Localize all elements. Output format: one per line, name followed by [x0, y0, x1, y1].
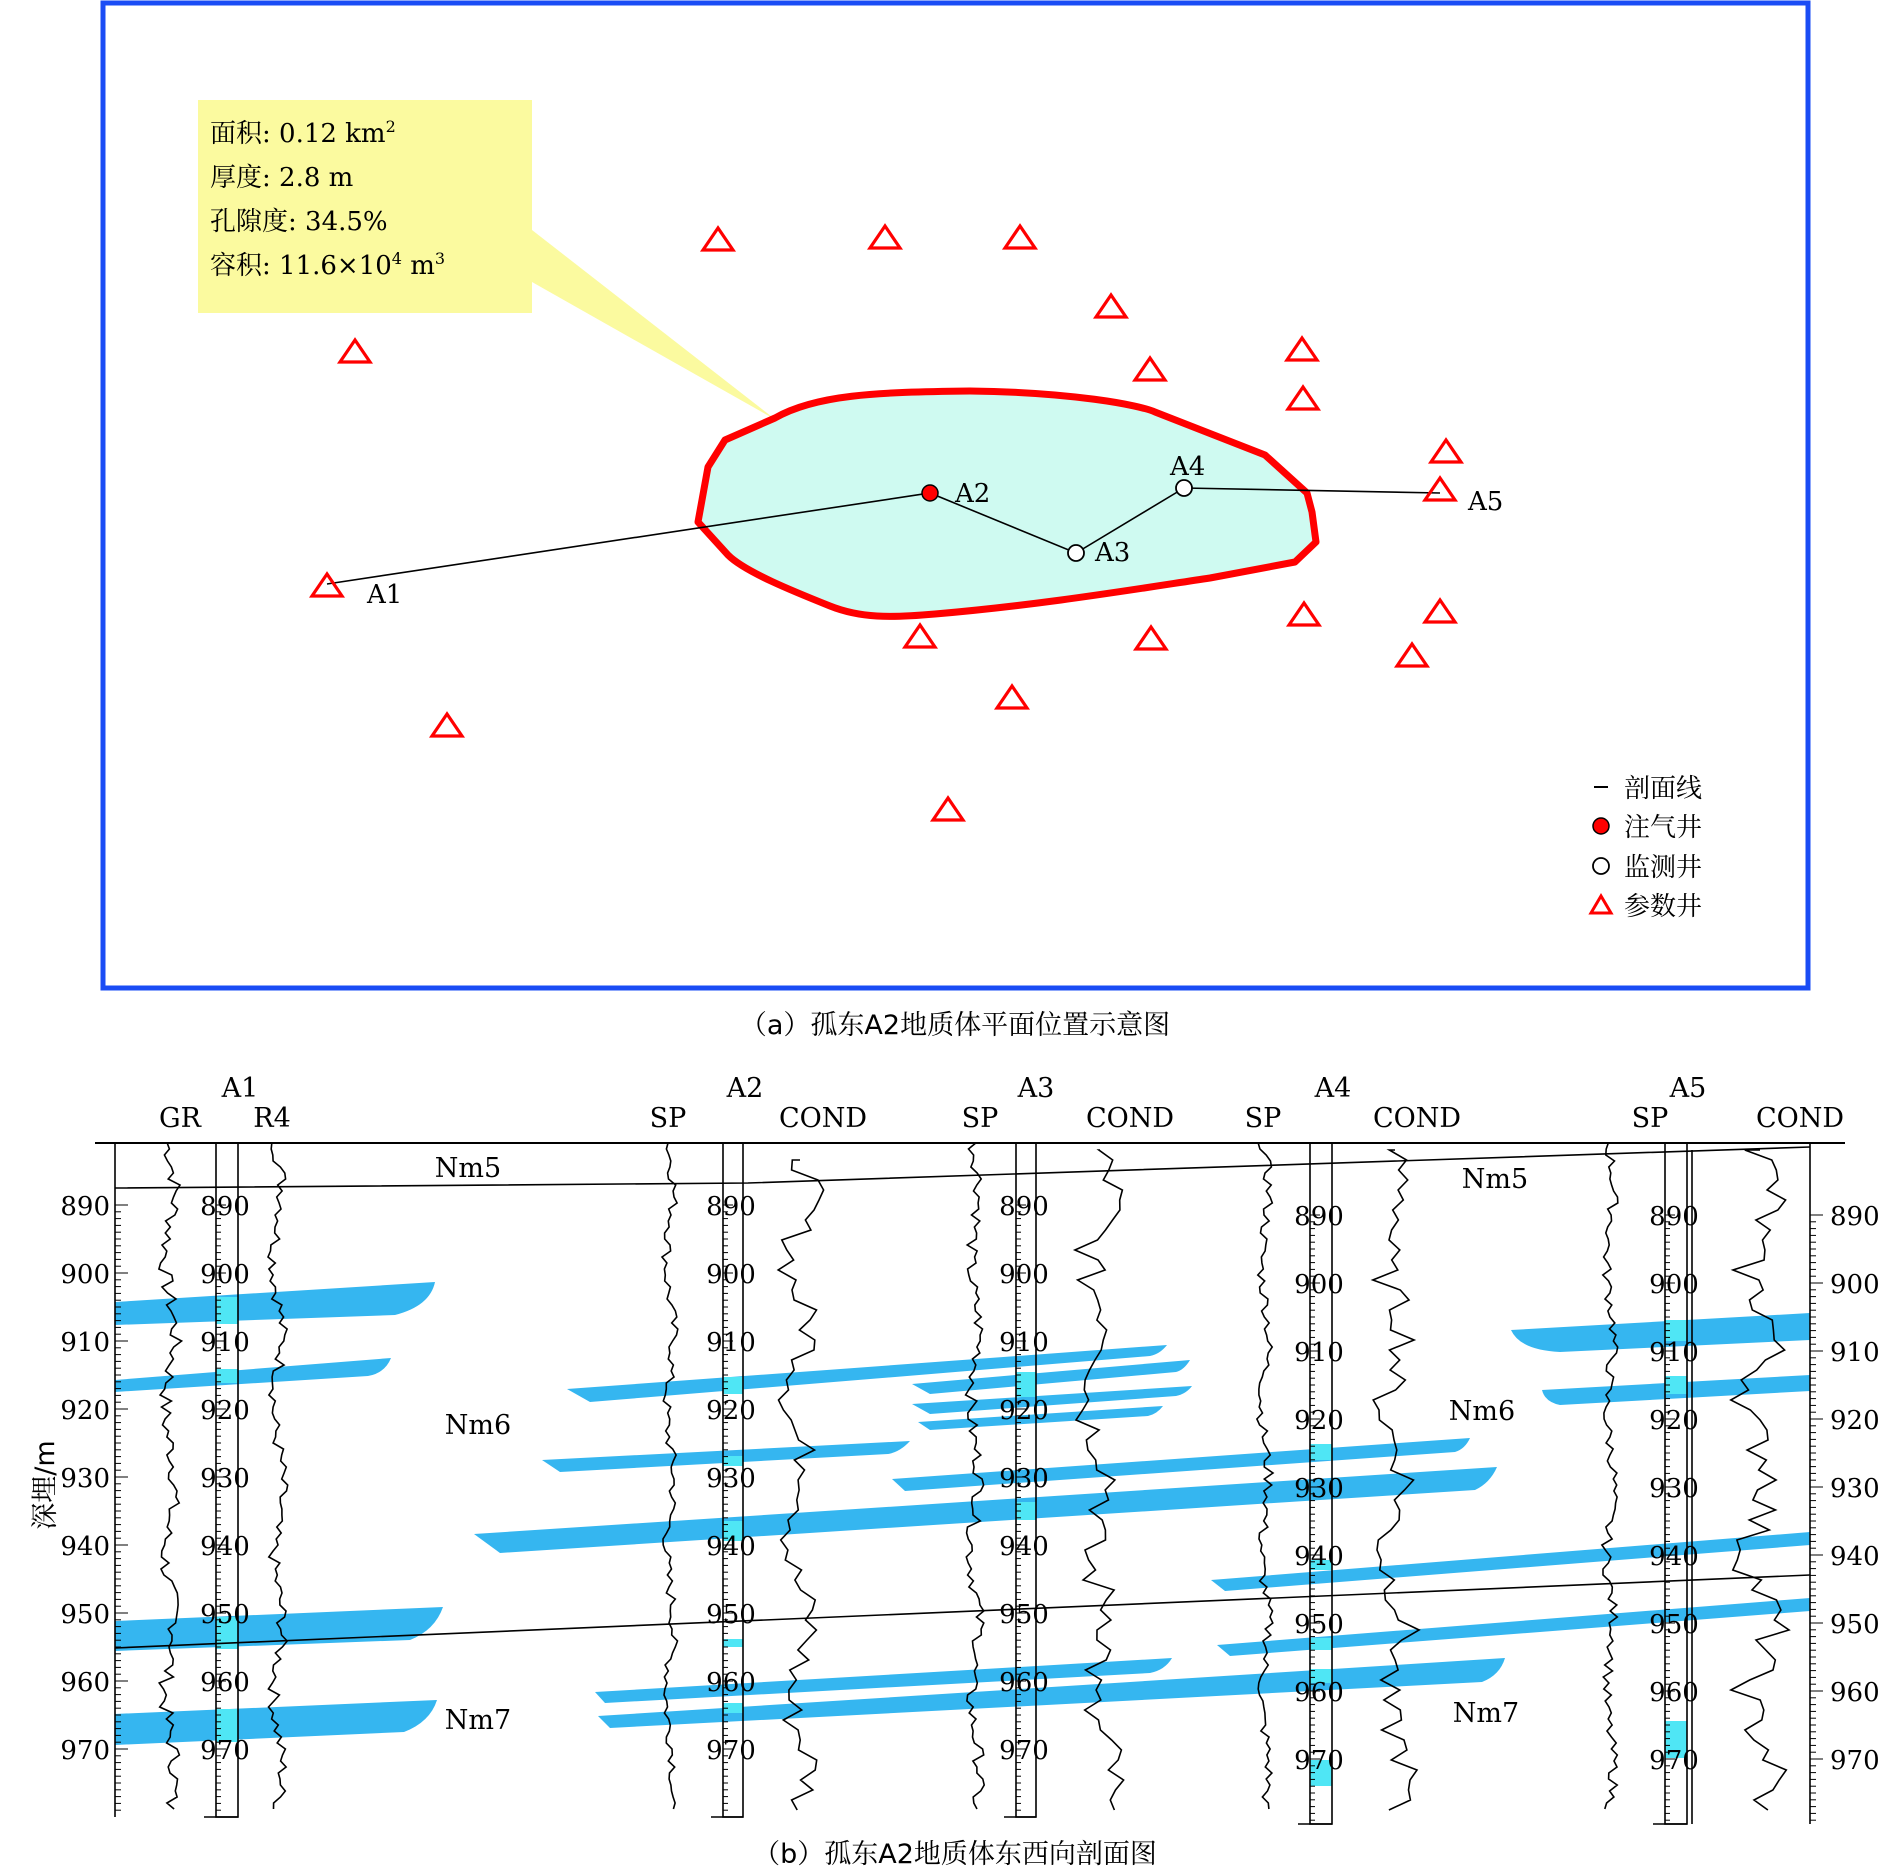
depth-tick-label: 950	[60, 1600, 110, 1630]
legend-injection-icon	[1593, 818, 1609, 834]
depth-tick-label: 890	[1649, 1202, 1699, 1232]
plan-view-panel	[103, 3, 1808, 1041]
depth-tick-label: 960	[200, 1668, 250, 1698]
depth-tick-label: 910	[706, 1328, 756, 1358]
log-header-cond: COND	[1372, 1103, 1462, 1134]
depth-tick-label: 930	[999, 1464, 1049, 1494]
boundary-nm5-nm6	[115, 1147, 1810, 1188]
depth-tick-label: 940	[1830, 1542, 1880, 1572]
depth-tick-label: 940	[706, 1532, 756, 1562]
cond-log-curve	[1731, 1150, 1789, 1810]
depth-tick-label: 960	[1294, 1678, 1344, 1708]
depth-tick-label: 970	[200, 1736, 250, 1766]
log-header-sp: SP	[1631, 1103, 1669, 1134]
depth-tick-label: 920	[60, 1396, 110, 1426]
depth-tick-label: 900	[706, 1260, 756, 1290]
depth-tick-label: 950	[1294, 1610, 1344, 1640]
formation-label-nm5: Nm5	[434, 1153, 502, 1184]
sand-body	[115, 1607, 443, 1651]
legend-parameter-well: 参数井	[1624, 892, 1703, 922]
well-header-a4: A4	[1314, 1073, 1352, 1104]
formation-label-nm7: Nm7	[444, 1705, 512, 1736]
depth-tick-label: 900	[1830, 1270, 1880, 1300]
depth-tick-label: 890	[60, 1192, 110, 1222]
depth-tick-label: 930	[1649, 1474, 1699, 1504]
formation-label-nm5: Nm5	[1461, 1164, 1529, 1195]
depth-tick-label: 970	[1294, 1746, 1344, 1776]
cond-log-curve	[1075, 1150, 1124, 1810]
depth-tick-label: 920	[1830, 1406, 1880, 1436]
depth-tick-label: 900	[1294, 1270, 1344, 1300]
sand-core	[723, 1377, 743, 1394]
depth-tick-label: 970	[1649, 1746, 1699, 1776]
well-label-a3: A3	[1095, 538, 1131, 568]
depth-tick-label: 910	[60, 1328, 110, 1358]
info-porosity: 孔隙度: 34.5%	[210, 207, 388, 237]
sand-core	[216, 1369, 238, 1383]
legend-section-line: 剖面线	[1624, 774, 1703, 804]
depth-tick-label: 910	[1649, 1338, 1699, 1368]
depth-tick-label: 900	[200, 1260, 250, 1290]
well-label-a1: A1	[367, 580, 403, 610]
depth-tick-label: 940	[60, 1532, 110, 1562]
sand-bodies	[115, 1282, 1810, 1745]
depth-tick-label: 940	[1294, 1542, 1344, 1572]
depth-tick-label: 950	[1649, 1610, 1699, 1640]
log-header-sp: SP	[1244, 1103, 1282, 1134]
depth-tick-label: 960	[1649, 1678, 1699, 1708]
depth-tick-label: 920	[200, 1396, 250, 1426]
log-header-gr: GR	[159, 1103, 201, 1134]
depth-tick-label: 970	[60, 1736, 110, 1766]
well-header-a5: A5	[1669, 1073, 1707, 1104]
log-header-cond: COND	[1755, 1103, 1845, 1134]
depth-tick-label: 910	[1294, 1338, 1344, 1368]
sand-body	[115, 1358, 391, 1392]
caption-a: （a）孤东A2地质体平面位置示意图	[739, 1010, 1171, 1041]
legend-monitor-icon	[1593, 858, 1609, 874]
legend-injection-well: 注气井	[1624, 813, 1703, 843]
depth-tick-label: 890	[1294, 1202, 1344, 1232]
depth-tick-label: 940	[1649, 1542, 1699, 1572]
depth-tick-label: 920	[1649, 1406, 1699, 1436]
depth-tick-label: 930	[706, 1464, 756, 1494]
legend-monitor-well: 监测井	[1624, 853, 1703, 883]
monitor-well-icon	[1176, 480, 1192, 496]
formation-label-nm7: Nm7	[1452, 1698, 1520, 1729]
depth-tick-label: 960	[60, 1668, 110, 1698]
depth-tick-label: 950	[200, 1600, 250, 1630]
depth-tick-label: 890	[200, 1192, 250, 1222]
sp-log-curve	[1257, 1143, 1273, 1809]
sp-log-curve	[662, 1143, 678, 1809]
depth-tick-label: 920	[999, 1396, 1049, 1426]
info-volume: 容积: $11.6\times 10^4$ $m^3$	[210, 249, 446, 281]
injection-well-icon	[922, 485, 938, 501]
info-thickness: 厚度: 2.8 m	[210, 163, 354, 193]
depth-tick-label: 950	[706, 1600, 756, 1630]
sand-core	[1016, 1372, 1036, 1397]
depth-tick-label: 900	[60, 1260, 110, 1290]
depth-tick-label: 910	[1830, 1338, 1880, 1368]
depth-tick-label: 940	[200, 1532, 250, 1562]
log-header-r4: R4	[253, 1103, 291, 1134]
depth-tick-label: 930	[200, 1464, 250, 1494]
depth-tick-label: 910	[999, 1328, 1049, 1358]
caption-b: （b）孤东A2地质体东西向剖面图	[753, 1839, 1157, 1868]
depth-tick-label: 950	[1830, 1610, 1880, 1640]
depth-tick-label: 960	[1830, 1678, 1880, 1708]
depth-tick-label: 910	[200, 1328, 250, 1358]
depth-tick-label: 930	[1294, 1474, 1344, 1504]
depth-tick-label: 950	[999, 1600, 1049, 1630]
section-header	[159, 1073, 1844, 1134]
depth-tick-label: 900	[999, 1260, 1049, 1290]
well-label-a5: A5	[1468, 487, 1504, 517]
formation-label-nm6: Nm6	[1448, 1396, 1516, 1427]
depth-tick-label: 940	[999, 1532, 1049, 1562]
depth-tick-label: 930	[1830, 1474, 1880, 1504]
y-axis-label: 深埋/m	[30, 1440, 61, 1530]
depth-tick-label: 960	[999, 1668, 1049, 1698]
cross-section-panel	[30, 1073, 1880, 1868]
well-label-a4: A4	[1170, 452, 1206, 482]
sp-log-curve	[1602, 1143, 1618, 1809]
well-header-a2: A2	[726, 1073, 764, 1104]
depth-tick-label: 890	[706, 1192, 756, 1222]
depth-tick-label: 970	[1830, 1746, 1880, 1776]
depth-tick-label: 930	[60, 1464, 110, 1494]
depth-tick-label: 970	[706, 1736, 756, 1766]
log-header-cond: COND	[778, 1103, 868, 1134]
depth-tick-label: 970	[999, 1736, 1049, 1766]
log-header-sp: SP	[961, 1103, 999, 1134]
well-header-a1: A1	[221, 1073, 259, 1104]
log-header-cond: COND	[1085, 1103, 1175, 1134]
depth-tick-label: 920	[706, 1396, 756, 1426]
monitor-well-icon	[1068, 545, 1084, 561]
depth-tick-label: 900	[1649, 1270, 1699, 1300]
log-header-sp: SP	[649, 1103, 687, 1134]
depth-tick-label: 890	[999, 1192, 1049, 1222]
sand-core	[216, 1297, 238, 1324]
depth-tick-label: 960	[706, 1668, 756, 1698]
depth-tick-label: 890	[1830, 1202, 1880, 1232]
depth-tick-label: 920	[1294, 1406, 1344, 1436]
formation-label-nm6: Nm6	[444, 1410, 512, 1441]
well-label-a2: A2	[955, 479, 991, 509]
well-header-a3: A3	[1017, 1073, 1055, 1104]
gr-log-curve	[159, 1143, 182, 1809]
info-area: 面积: 0.12 $km^2$	[210, 117, 396, 149]
